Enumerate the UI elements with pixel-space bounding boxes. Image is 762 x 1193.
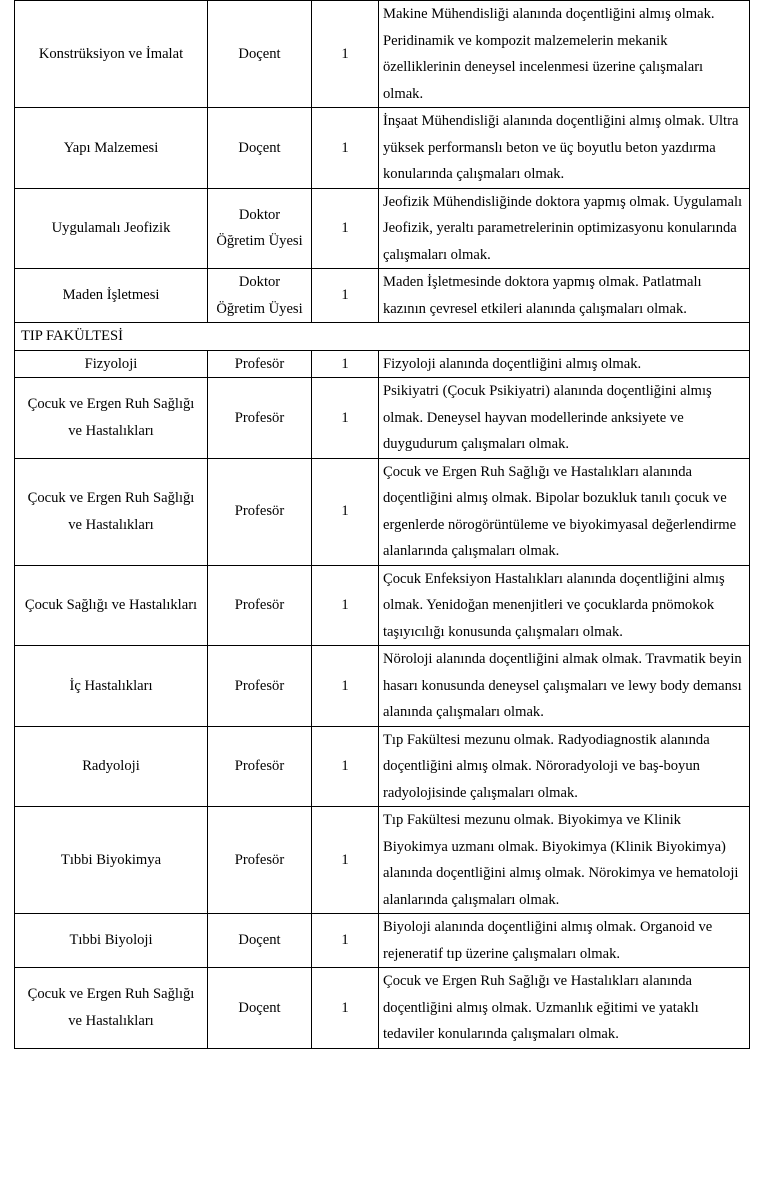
title-cell: Doçent [208, 914, 312, 968]
count-cell: 1 [312, 458, 379, 565]
requirement-cell: Çocuk Enfeksiyon Hastalıkları alanında doçentliğini almış olmak. Yenidoğan menenjitleri ve çocuklarda pnömokok taşıyıcılığı konusunda çalışmaları olmak. [379, 565, 750, 646]
requirement-cell: Çocuk ve Ergen Ruh Sağlığı ve Hastalıkları alanında doçentliğini almış olmak. Bipolar bozukluk tanılı çocuk ve ergenlerde nörogörüntüleme ve biyokimyasal değerlendirme alanlarında çalışmaları olmak. [379, 458, 750, 565]
department-cell: Çocuk ve Ergen Ruh Sağlığı ve Hastalıkları [15, 968, 208, 1049]
table-row [15, 1, 750, 108]
requirement-cell: Makine Mühendisliği alanında doçentliğini almış olmak. Peridinamik ve kompozit malzemelerin mekanik özelliklerinin deneysel incelenmesi üzerine çalışmaları olmak. [379, 1, 750, 108]
requirement-cell: Fizyoloji alanında doçentliğini almış olmak. [379, 350, 750, 378]
count-cell: 1 [312, 565, 379, 646]
title-cell: Doçent [208, 968, 312, 1049]
title-cell: Doktor Öğretim Üyesi [208, 269, 312, 323]
requirement-cell: Çocuk ve Ergen Ruh Sağlığı ve Hastalıkları alanında doçentliğini almış olmak. Uzmanlık eğitimi ve yataklı tedaviler konularında çalışmaları olmak. [379, 968, 750, 1049]
table-row [15, 378, 750, 459]
table-row [15, 914, 750, 968]
table-row [15, 458, 750, 565]
count-cell: 1 [312, 1, 379, 108]
staff-positions-table [14, 0, 750, 1049]
section-block [15, 323, 750, 351]
department-cell: Radyoloji [15, 726, 208, 807]
table-row [15, 726, 750, 807]
department-cell: Çocuk ve Ergen Ruh Sağlığı ve Hastalıkları [15, 458, 208, 565]
table-row [15, 188, 750, 269]
requirement-cell: Tıp Fakültesi mezunu olmak. Radyodiagnostik alanında doçentliğini almış olmak. Nöroradyoloji ve baş-boyun radyolojisinde çalışmaları olmak. [379, 726, 750, 807]
title-cell: Doçent [208, 1, 312, 108]
requirement-cell: Psikiyatri (Çocuk Psikiyatri) alanında doçentliğini almış olmak. Deneysel hayvan modellerinde anksiyete ve duygudurum çalışmaları olmak. [379, 378, 750, 459]
count-cell: 1 [312, 108, 379, 189]
title-cell: Profesör [208, 726, 312, 807]
count-cell: 1 [312, 807, 379, 914]
title-cell: Profesör [208, 565, 312, 646]
title-cell: Doktor Öğretim Üyesi [208, 188, 312, 269]
department-cell: İç Hastalıkları [15, 646, 208, 727]
table-row [15, 968, 750, 1049]
section-title: TIP FAKÜLTESİ [15, 323, 750, 351]
table-row [15, 269, 750, 323]
count-cell: 1 [312, 646, 379, 727]
medicine-rows [15, 350, 750, 1048]
title-cell: Profesör [208, 807, 312, 914]
requirement-cell: İnşaat Mühendisliği alanında doçentliğini almış olmak. Ultra yüksek performanslı beton ve üç boyutlu beton yazdırma konularında çalışmaları olmak. [379, 108, 750, 189]
department-cell: Tıbbi Biyoloji [15, 914, 208, 968]
title-cell: Profesör [208, 646, 312, 727]
department-cell: Maden İşletmesi [15, 269, 208, 323]
title-cell: Doçent [208, 108, 312, 189]
count-cell: 1 [312, 968, 379, 1049]
department-cell: Uygulamalı Jeofizik [15, 188, 208, 269]
section-row [15, 323, 750, 351]
requirement-cell: Biyoloji alanında doçentliğini almış olmak. Organoid ve rejeneratif tıp üzerine çalışmaları olmak. [379, 914, 750, 968]
department-cell: Çocuk Sağlığı ve Hastalıkları [15, 565, 208, 646]
department-cell: Tıbbi Biyokimya [15, 807, 208, 914]
engineering-rows [15, 1, 750, 323]
department-cell: Çocuk ve Ergen Ruh Sağlığı ve Hastalıkları [15, 378, 208, 459]
requirement-cell: Maden İşletmesinde doktora yapmış olmak. Patlatmalı kazının çevresel etkileri alanında çalışmaları olmak. [379, 269, 750, 323]
count-cell: 1 [312, 378, 379, 459]
table-row [15, 807, 750, 914]
count-cell: 1 [312, 914, 379, 968]
requirement-cell: Tıp Fakültesi mezunu olmak. Biyokimya ve Klinik Biyokimya uzmanı olmak. Biyokimya (Klinik Biyokimya) alanında doçentliğini almış olmak. Nörokimya ve hematoloji alanlarında çalışmaları olmak. [379, 807, 750, 914]
count-cell: 1 [312, 350, 379, 378]
count-cell: 1 [312, 726, 379, 807]
table-row [15, 108, 750, 189]
table-row [15, 565, 750, 646]
count-cell: 1 [312, 188, 379, 269]
requirement-cell: Nöroloji alanında doçentliğini almak olmak. Travmatik beyin hasarı konusunda deneysel çalışmaları ve lewy body demansı alanında çalışmaları olmak. [379, 646, 750, 727]
department-cell: Konstrüksiyon ve İmalat [15, 1, 208, 108]
count-cell: 1 [312, 269, 379, 323]
table-row [15, 350, 750, 378]
title-cell: Profesör [208, 458, 312, 565]
requirement-cell: Jeofizik Mühendisliğinde doktora yapmış olmak. Uygulamalı Jeofizik, yeraltı parametrelerinin optimizasyonu konularında çalışmaları olmak. [379, 188, 750, 269]
table-row [15, 646, 750, 727]
title-cell: Profesör [208, 378, 312, 459]
title-cell: Profesör [208, 350, 312, 378]
department-cell: Yapı Malzemesi [15, 108, 208, 189]
department-cell: Fizyoloji [15, 350, 208, 378]
